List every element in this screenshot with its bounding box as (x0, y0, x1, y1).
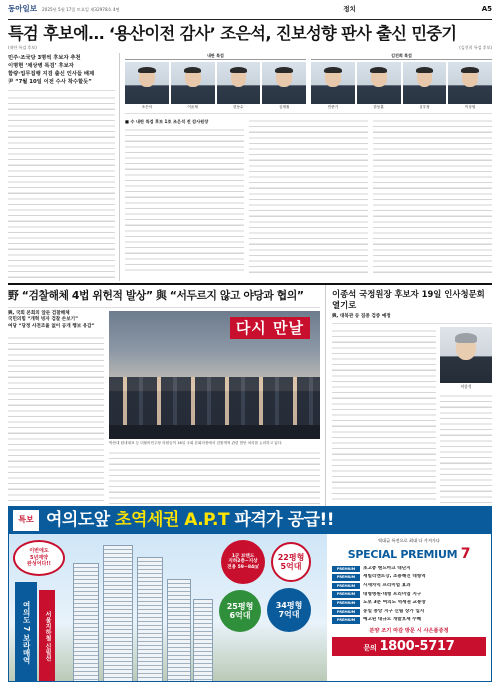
circle-line: 6억대 (229, 611, 251, 620)
building-tower (193, 599, 213, 682)
pledge-line: 완성어다!! (27, 561, 51, 568)
building-tower (167, 579, 191, 682)
phone-number: 1800-5717 (379, 638, 455, 654)
photo-group-insurrection (125, 53, 306, 110)
story1-sublabels (8, 45, 492, 50)
premium-item (332, 583, 486, 590)
candidate-photos (125, 53, 492, 114)
sidebar-body-text (332, 327, 436, 503)
candidate-photo (448, 62, 492, 110)
sidebar-body-text (440, 392, 492, 504)
building-tower (73, 563, 99, 682)
page-number: A5 (481, 4, 492, 13)
ad-header (9, 507, 491, 534)
ad-right-title-text: SPECIAL PREMIUM (347, 547, 461, 561)
building-tower (103, 545, 133, 682)
portrait-image (262, 62, 306, 104)
circle-line: 전용 59~84㎡ (227, 564, 259, 570)
story2-deck (8, 311, 104, 331)
premium-text: 시세차익 프리미엄 효과 (363, 582, 411, 588)
story1-body-text (125, 126, 244, 274)
candidate-name: 이윤제 (187, 105, 198, 110)
story2-photo (109, 311, 320, 439)
sidebar-photo-column (440, 327, 492, 511)
premium-item (332, 574, 486, 581)
premium-badge: PREMIUM (332, 591, 360, 598)
story2-deck-line: 국민의힘 “개혁 빙자 검찰 손보기” (8, 317, 79, 323)
story2-body-text (8, 334, 104, 504)
ad-title-part: 파격가 공급!! (229, 510, 334, 531)
portrait-image (311, 62, 355, 104)
premium-items (332, 566, 486, 624)
ad-special-tag: 특보 (13, 510, 39, 531)
portrait-image (217, 62, 261, 104)
candidate-photo (217, 62, 261, 110)
candidate-name: 심우정 (419, 105, 430, 110)
story1-deck-line: 이명현 ‘채상병 특검’ 후보자 (8, 62, 74, 69)
circle-line: 22평형 (277, 552, 305, 562)
portrait-image (448, 62, 492, 104)
story2-deck-line: 여당 “당정 사전조율 없이 공개 행보 유감” (8, 323, 95, 329)
story1-text-columns (125, 117, 492, 274)
story1-body-text (249, 117, 368, 273)
premium-badge: PREMIUM (332, 609, 360, 616)
section-title: 정치 (343, 5, 356, 14)
premium-item (332, 617, 486, 624)
ad-vertical-banner: 여의도 7 보라매역 (15, 582, 37, 682)
premium-badge: PREMIUM (332, 600, 360, 607)
premium-text: 동일 중앙 지구 신림 상가 입지 (363, 608, 425, 614)
newspaper-logo: 동아일보 (8, 4, 37, 14)
ad-body (9, 534, 491, 682)
portrait-image (440, 327, 492, 383)
premium-text: 도보 3분 여의도 역세권 교통망 (363, 600, 426, 606)
ad-right-subtitle: 역대급 특전으로 최대 다 가져가다 (378, 538, 440, 543)
story1-sub-right: (김건희 특검 후보) (459, 44, 492, 50)
story1-inline-subhead: ■ 수 내란 특검 후보 1호 조은석 전 감사원장 (125, 119, 209, 125)
story2 (8, 283, 492, 511)
premium-badge: PREMIUM (332, 583, 360, 590)
ad-phone-number[interactable] (332, 637, 486, 657)
masthead (8, 0, 492, 20)
portrait-image (125, 62, 169, 104)
photo-group-caption: 김건희 특검 (311, 53, 492, 60)
candidate-photo (262, 62, 306, 110)
issue-date: 2025년 5월 17일 토요일 제32978호 4면 (42, 6, 120, 12)
portrait-image (171, 62, 215, 104)
story1-deck-line: 함량·업무집행 지검 출신 인사들 배제 (8, 70, 95, 77)
ad-price-circle (271, 542, 311, 582)
premium-badge: PREMIUM (332, 566, 360, 573)
circle-line: 34평형 (275, 600, 303, 610)
story1-deck (8, 53, 115, 91)
candidate-photo (171, 62, 215, 110)
candidate-name: 조은석 (141, 105, 153, 110)
premium-text: 대형병원·대형 프리미엄 지구 (363, 591, 422, 597)
story1-headline: 특검 후보에… ‘용산이전 감사’ 조은석, 진보성향 판사 출신 민중기 (8, 24, 457, 43)
candidate-name: 한동수 (233, 105, 244, 110)
candidate-photo (357, 62, 401, 110)
ad-title-highlight: 초역세권 A.P.T (115, 510, 230, 531)
story1-left-column (8, 53, 120, 281)
premium-text: 예고된 대규모 개발호재 수혜 (363, 617, 422, 623)
sidebar-headline: 이종석 국정원장 후보자 19일 인사청문회 열기로 (332, 289, 485, 310)
photo-group-caption: 내란 특검 (125, 53, 306, 60)
story1-headline-block (8, 20, 492, 50)
ad-right-title-number: 7 (460, 545, 471, 562)
candidate-name: 민중기 (327, 105, 339, 110)
story2-body-text (109, 449, 320, 509)
story2-body (8, 311, 320, 509)
story2-deck-line: 與, 국회 본회의 앞둔 검찰해체 (8, 310, 70, 316)
story1-sub-left: (내란 특검 후보) (8, 44, 37, 50)
premium-badge: PREMIUM (332, 617, 360, 624)
circle-line: 5억대 (280, 562, 302, 571)
story1-text-col (249, 117, 368, 274)
building-tower (137, 557, 163, 682)
ad-building-render (9, 534, 327, 682)
story2-headline: 野 “검찰해체 4법 위헌적 발상” 與 “서두르지 않고 야당과 협의” (8, 285, 320, 308)
story2-photo-block (109, 311, 320, 509)
ad-price-circle (267, 588, 311, 632)
photo-banner: 다시 만날 (230, 317, 310, 339)
story2-main (8, 285, 326, 511)
ad-open-notice: 분양 조기 마감 방문 시 사은품증정 (369, 627, 449, 634)
pledge-line: 이번에도 (29, 548, 49, 555)
premium-item (332, 600, 486, 607)
photo-group-kim-keonhee (311, 53, 492, 110)
circle-line: 25평형 (226, 601, 254, 611)
ad-feature-circle (221, 540, 265, 584)
story1-deck-line: 尹 “7월 10일 이전 수사 착수할듯” (8, 78, 92, 85)
story1-body-text (8, 94, 115, 282)
premium-text: 초고층 랜드마크 대단지 (363, 565, 411, 571)
candidate-name: 이상엽 (464, 105, 476, 110)
candidate-photo (125, 62, 169, 110)
sidebar-body (332, 327, 492, 511)
premium-item (332, 591, 486, 598)
ad-title-part: 여의도앞 (46, 510, 116, 531)
circle-line: 지하2층~지상 (228, 559, 258, 565)
circle-line: 7억대 (278, 610, 300, 619)
premium-text: 세빌리엔트강, 조용해진 대형역 (363, 574, 426, 580)
ad-right-title (332, 545, 486, 564)
portrait-image (357, 62, 401, 104)
premium-badge: PREMIUM (332, 574, 360, 581)
story2-photo-caption: 박찬대 원내대표 등 더불어민주당 의원들이 16일 국회 본회의장에서 검찰개혁 관련 법안 처리를 논의하고 있다. (109, 440, 283, 445)
ad-price-circle (219, 590, 261, 632)
circle-line: 1군 브랜드 (231, 554, 255, 560)
sidebar-story (326, 285, 492, 511)
candidate-photo (403, 62, 447, 110)
portrait-image (403, 62, 447, 104)
story1-body-text (373, 117, 492, 273)
premium-item (332, 609, 486, 616)
pledge-line: 5년계약 (30, 554, 48, 561)
story1-deck-line: 민주·조국당 3명씩 후보자 추천 (8, 55, 81, 62)
story1-right-column (120, 53, 492, 281)
story1-text-col (373, 117, 492, 274)
ad-pledge-badge (13, 540, 65, 576)
candidate-name: 한동훈 (373, 105, 384, 110)
photo-row (125, 62, 306, 110)
ad-title (46, 509, 334, 532)
ad-premium-list (327, 534, 491, 682)
photo-row (311, 62, 492, 110)
premium-item (332, 566, 486, 573)
apartment-advertisement (8, 506, 492, 682)
ad-vertical-banner: 서울지하철 신림선 (39, 590, 55, 682)
story1-text-col (125, 117, 244, 274)
candidate-name: 심재철 (278, 105, 290, 110)
story2-left-text (8, 311, 104, 509)
photo-desk (109, 425, 320, 439)
candidate-photo (311, 62, 355, 110)
phone-label: 문의 (363, 643, 377, 652)
sidebar-deck: 與, 대북관 등 집중 검증 예정 (332, 314, 492, 324)
sidebar-person-name: 이종석 (460, 384, 472, 390)
story1 (8, 53, 492, 281)
